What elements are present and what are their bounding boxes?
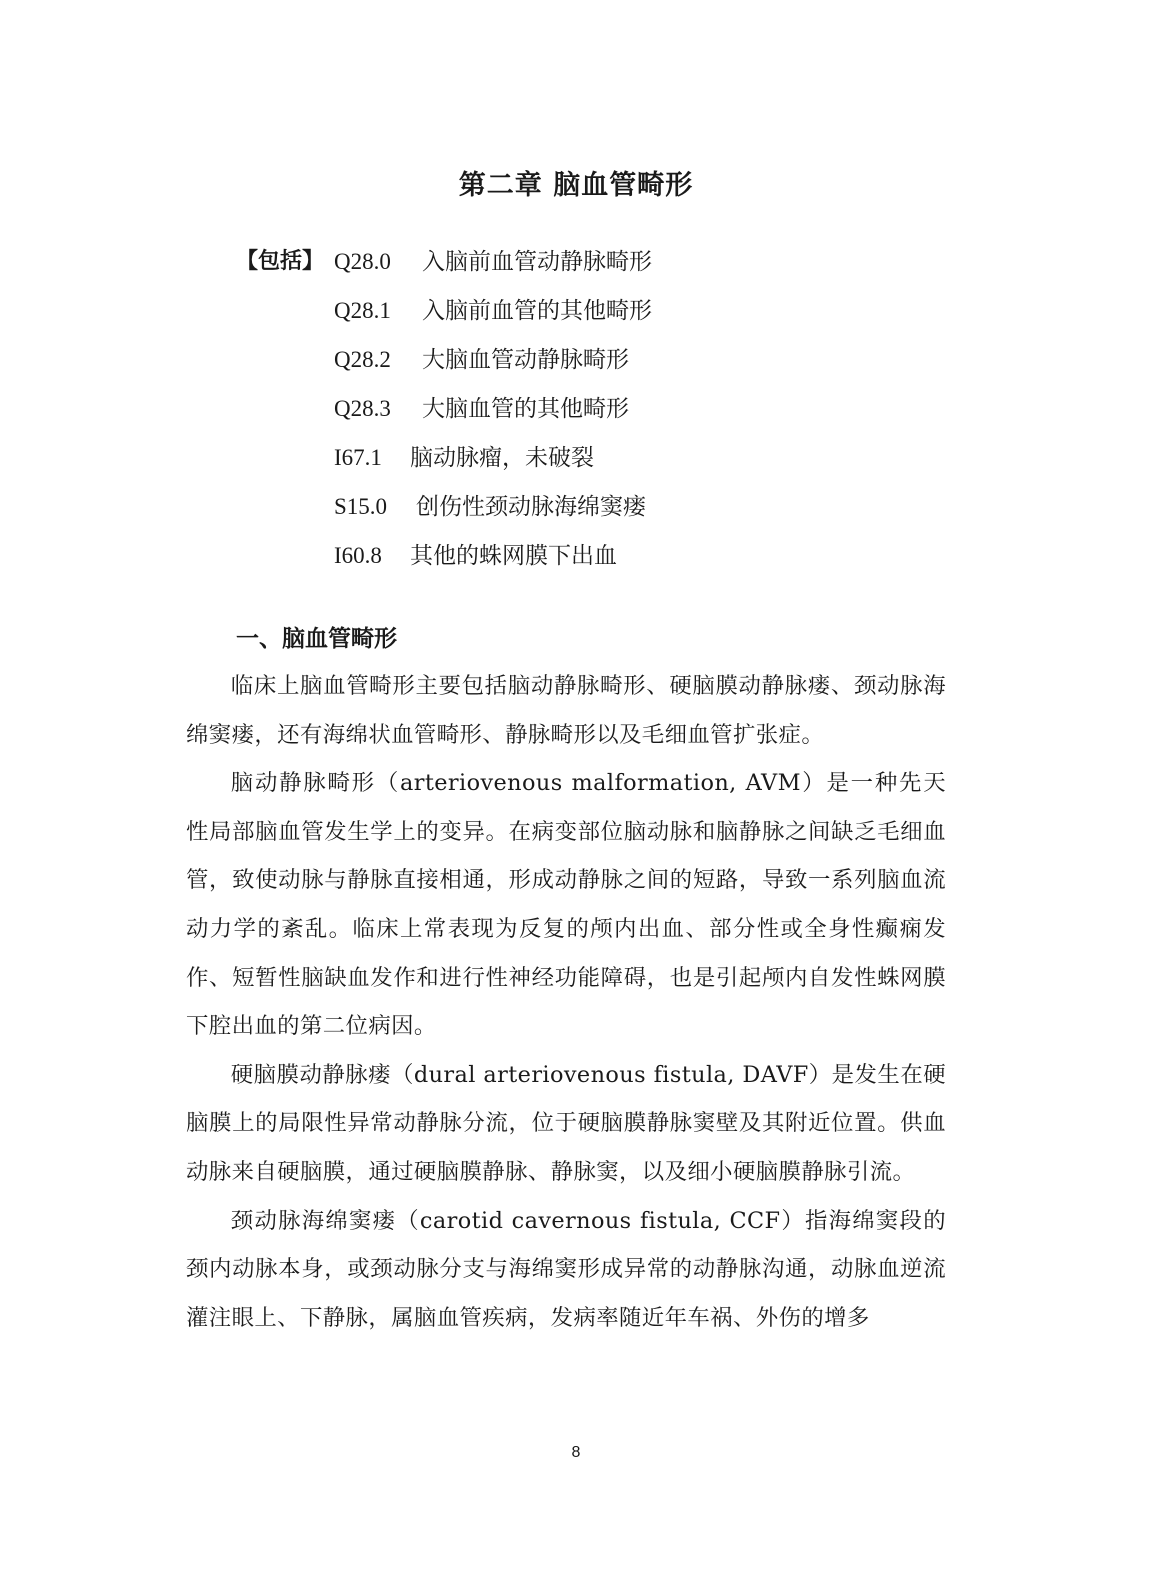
icd-code: I60.8 — [334, 543, 382, 568]
icd-code: I67.1 — [334, 445, 382, 470]
icd-code: S15.0 — [334, 494, 388, 519]
icd-description: 大脑血管动静脉畸形 — [422, 347, 629, 373]
page-number: 8 — [571, 1444, 581, 1461]
paragraph: 脑动静脉畸形（arteriovenous malformation, AVM）是一种先天性局部脑血管发生学上的变异。在病变部位脑动脉和脑静脉之间缺乏毛细血管，致使动脉与静脉直接相通，形成动静脉之间的短路，导致一系列脑血流动力学的紊乱。临床上常表现为反复的颅内出血、部分性或全身性癫痫发作、短暂性脑缺血发作和进行性神经功能障碍，也是引起颅内自发性蛛网膜下腔出血的第二位病因。 — [186, 770, 946, 1040]
icd-description: 入脑前血管动静脉畸形 — [422, 249, 652, 275]
icd-code: Q28.2 — [334, 347, 391, 372]
paragraph: 临床上脑血管畸形主要包括脑动静脉畸形、硬脑膜动静脉瘘、颈动脉海绵窦瘘，还有海绵状血管畸形、静脉畸形以及毛细血管扩张症。 — [186, 673, 946, 748]
icd-description: 入脑前血管的其他畸形 — [422, 298, 652, 324]
body-text — [186, 662, 946, 1342]
includes-label: 【包括】 — [236, 249, 325, 274]
icd-code: Q28.0 — [334, 249, 391, 274]
chapter-title: 第二章 脑血管畸形 — [458, 170, 694, 201]
icd-code: Q28.1 — [334, 298, 391, 323]
icd-description: 脑动脉瘤，未破裂 — [410, 445, 594, 471]
paragraph: 硬脑膜动静脉瘘（dural arteriovenous fistula, DAVF）是发生在硬脑膜上的局限性异常动静脉分流，位于硬脑膜静脉窦壁及其附近位置。供血动脉来自硬脑膜，通过硬脑膜静脉、静脉窦，以及细小硬脑膜静脉引流。 — [186, 1061, 946, 1185]
icd-code: Q28.3 — [334, 396, 391, 421]
icd-description: 创伤性颈动脉海绵窦瘘 — [416, 494, 646, 520]
icd-description: 大脑血管的其他畸形 — [422, 396, 629, 422]
paragraph: 颈动脉海绵窦瘘（carotid cavernous fistula, CCF）指海绵窦段的颈内动脉本身，或颈动脉分支与海绵窦形成异常的动静脉沟通，动脉血逆流灌注眼上、下静脉，属脑血管疾病，发病率随近年车祸、外伤的增多 — [186, 1207, 946, 1331]
section-heading: 一、脑血管畸形 — [236, 626, 397, 652]
icd-description: 其他的蛛网膜下出血 — [410, 543, 617, 569]
